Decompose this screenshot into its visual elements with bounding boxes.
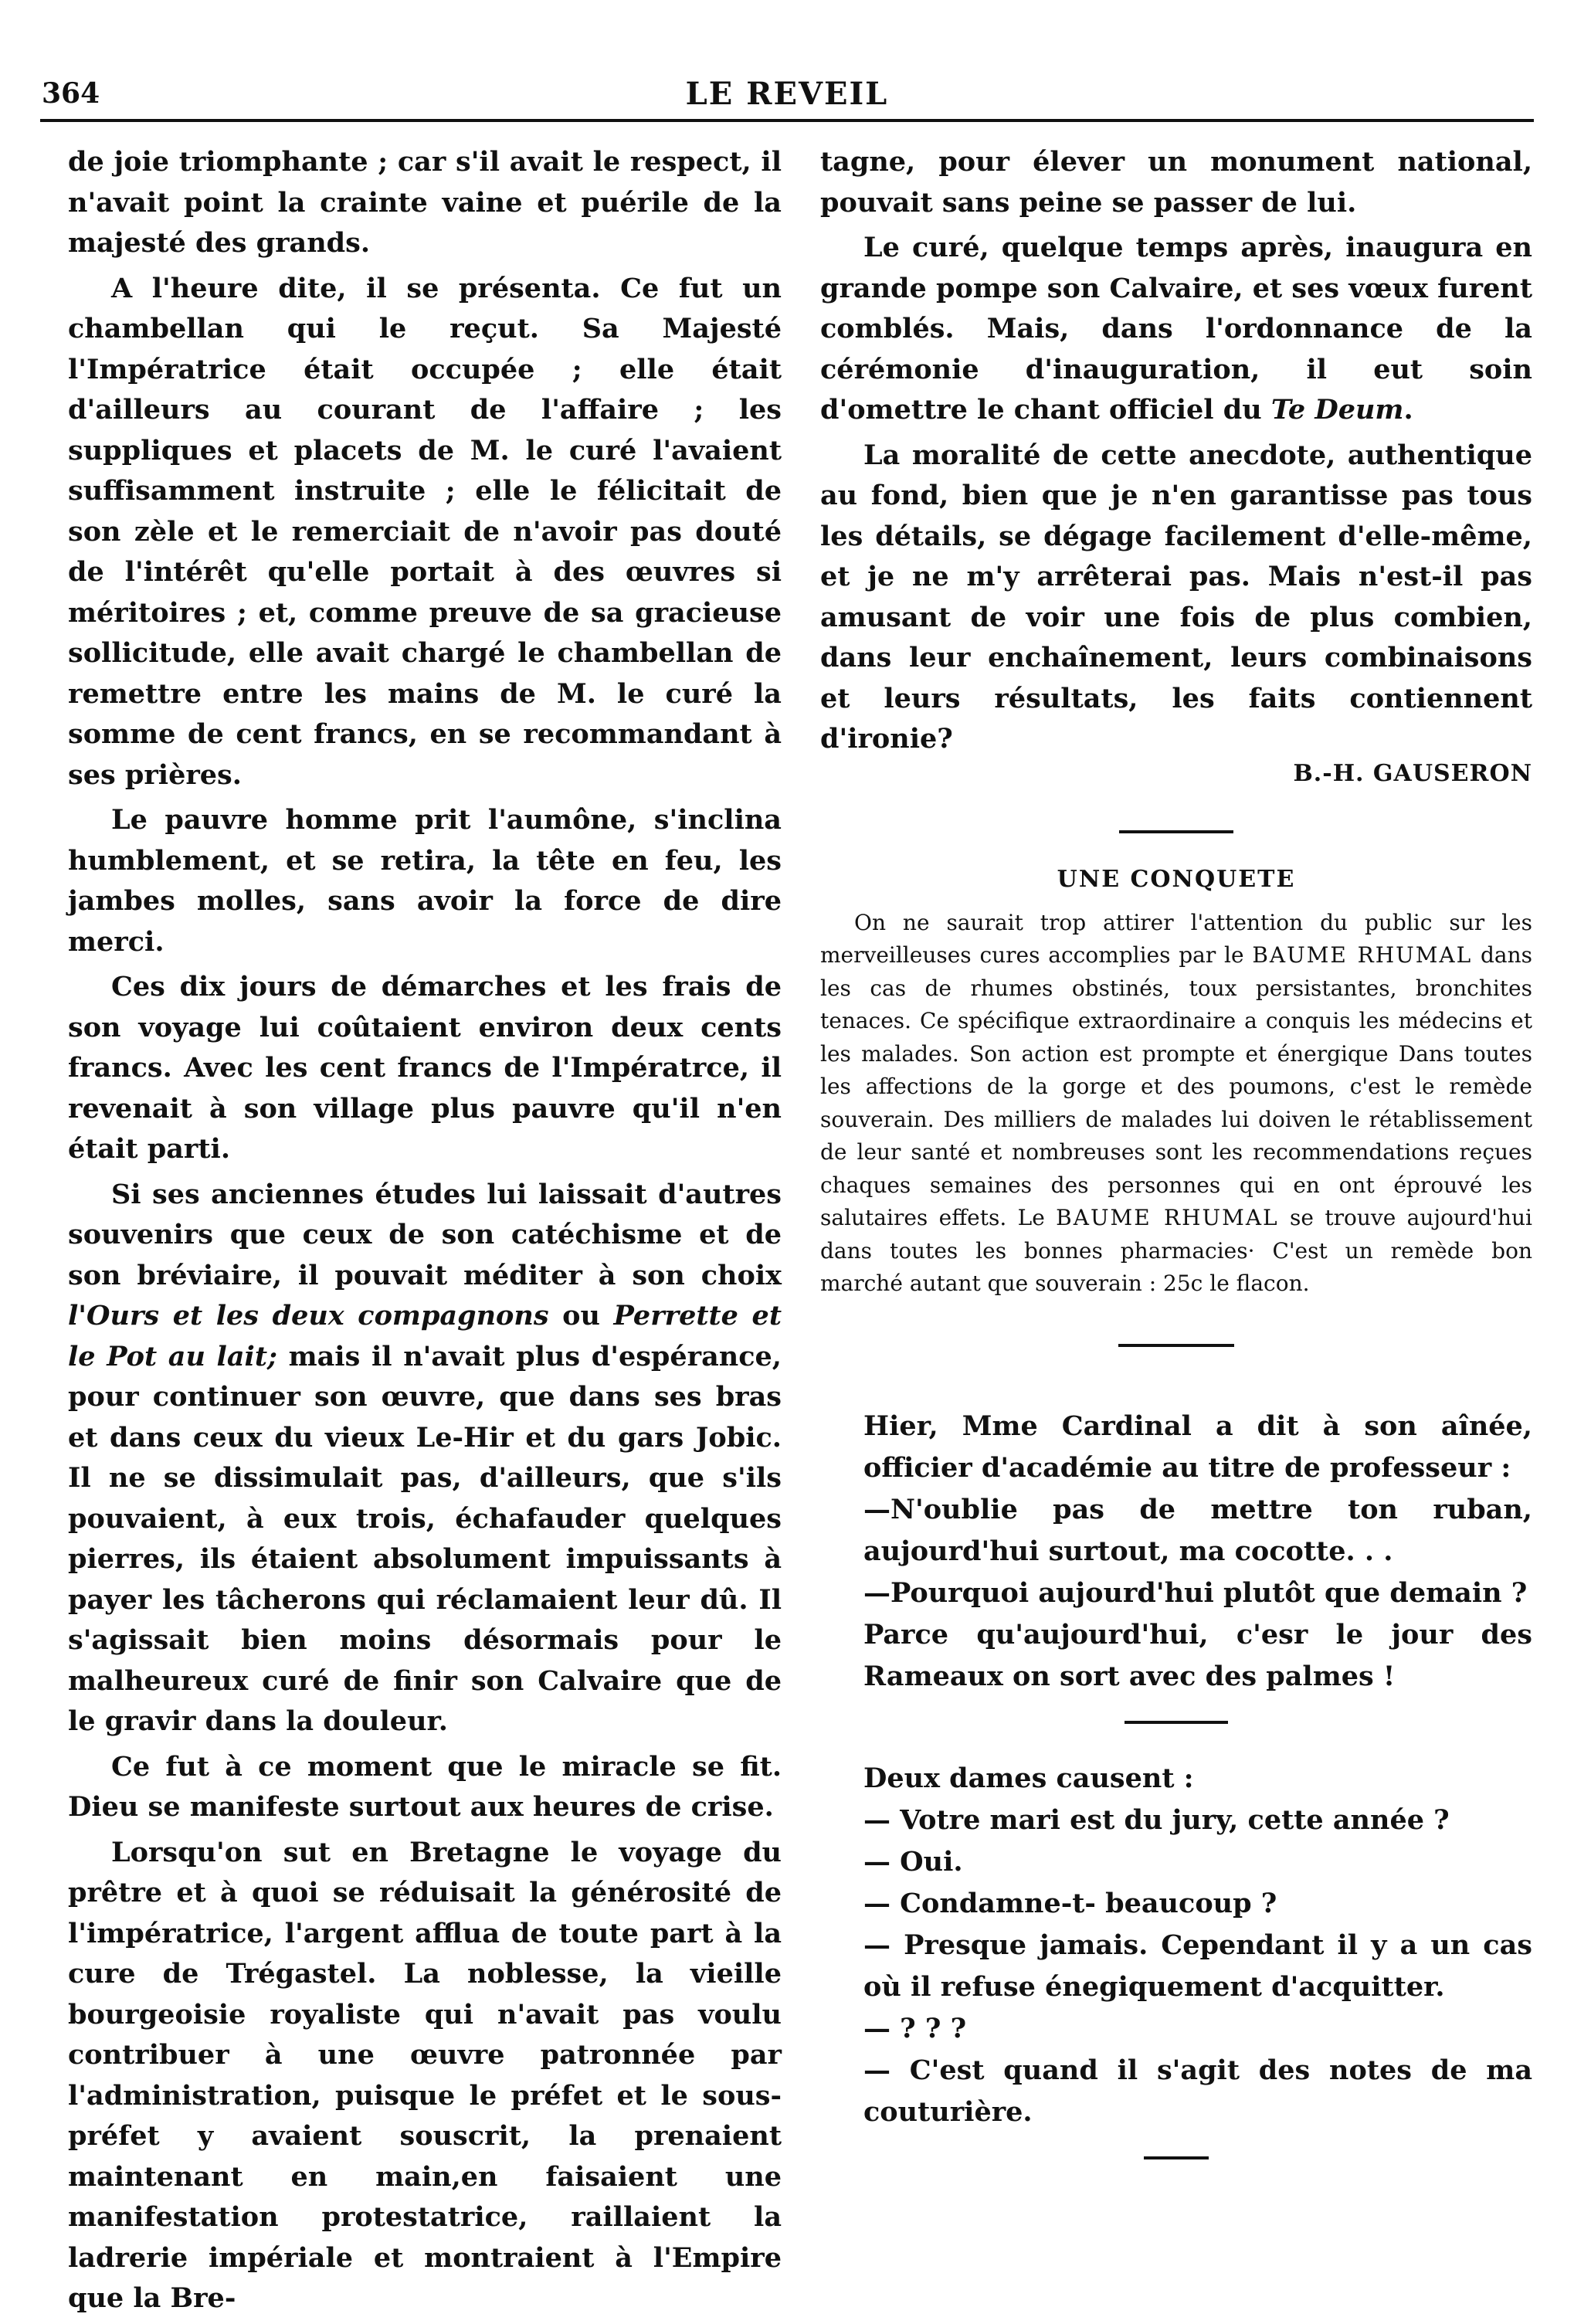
text-run: se trouve aujourd'hui dans toutes les bonnes pharmacies· C'est un remède bon marché autant que souverain : 25c le flacon. — [820, 1205, 1532, 1296]
dialogue-line: Deux dames causent : — [863, 1762, 1194, 1794]
paragraph: A l'heure dite, il se présenta. Ce fut un chambellan qui le reçut. Sa Majesté l'Impératrice était occupée ; elle était d'ailleurs au courant de l'affaire ; les suppliques et placets de M. le curé l'avaient suffisamment instruite ; elle le félicitait de son zèle et le remerciait de n'avoir pas douté de l'intérêt qu'elle portait à des œuvres si méritoires ; et, comme preuve de sa gracieuse sollicitude, elle avait chargé le chambellan de remettre entre les mains de M. le curé la somme de cent francs, en se recommandant à ses prières. — [68, 272, 782, 791]
dialogue-line: —N'oublie pas de mettre ton ruban, aujourd'hui surtout, ma cocotte. . . — [863, 1493, 1532, 1567]
text-run: Le curé, quelque temps après, inaugura en grande pompe son Calvaire, et ses vœux furent comblés. Mais, dans l'ordonnance de la cérémonie d'inauguration, il eut soin d'omettre le chant officiel du — [820, 232, 1532, 426]
dialogue-line: — C'est quand il s'agit des notes de ma couturière. — [863, 2054, 1532, 2128]
text-run: ou — [548, 1300, 614, 1332]
running-title: LE REVEIL — [685, 76, 889, 112]
dialogue-line: — Votre mari est du jury, cette année ? — [863, 1803, 1450, 1836]
italic-title: Perrette et le Pot au lait; — [68, 1300, 782, 1372]
text-run: mais il n'avait plus d'espérance, pour continuer son œuvre, que dans ses bras et dans ceux du vieux Le-Hir et du gars Jobic. Il ne se dissimulait pas, d'ailleurs, que s'ils pouvaient, à eux trois, échafauder quelques pierres, ils étaient absolument impuissants à payer les tâcherons qui réclamaient leur dû. Il s'agissait bien moins désormais pour le malheureux curé de finir son Calvaire que de le gravir dans la douleur. — [68, 1340, 782, 1737]
separator-rule — [1125, 1721, 1228, 1724]
dialogue-line: —Pourquoi aujourd'hui plutôt que demain ? — [863, 1576, 1528, 1609]
paragraph: Le pauvre homme prit l'aumône, s'inclina humblement, et se retira, la tête en feu, les jambes molles, sans avoir la force de dire merci. — [68, 804, 782, 958]
dialogue-line: — ? ? ? — [863, 2012, 967, 2044]
dialogue-line: Parce qu'aujourd'hui, c'esr le jour des Rameaux on sort avec des palmes ! — [863, 1618, 1532, 1692]
ad-text — [820, 907, 1532, 1301]
paragraph: Ces dix jours de démarches et les frais de son voyage lui coûtaient environ deux cents francs. Avec les cent francs de l'Impératrce, il revenait à son village plus pauvre qu'il n'en était parti. — [68, 971, 782, 1165]
dialogue-line: — Presque jamais. Cependant il y a un cas où il refuse énegiquement d'acquitter. — [863, 1929, 1532, 2003]
dialogue-line: — Oui. — [863, 1845, 963, 1878]
separator-rule — [1118, 1344, 1234, 1347]
text-run: On ne saurait trop attirer l'attention du public sur les merveilleuses cures accomplies par le — [820, 909, 1532, 968]
paragraph: La moralité de cette anecdote, authentique au fond, bien que je n'en garantisse pas tous les détails, se dégage facilement d'elle-même, et je ne m'y arrêterai pas. Mais n'est-il pas amusant de voir une fois de plus combien, dans leur enchaînement, leurs combinaisons et leurs résultats, les faits contiennent d'ironie? — [820, 439, 1532, 755]
product-name: BAUME RHUMAL — [1252, 942, 1473, 968]
paragraph: Lorsqu'on sut en Bretagne le voyage du prêtre et à quoi se réduisait la générosité de l'impératrice, l'argent afflua de toute part à la cure de Trégastel. La noblesse, la vieille bourgeoisie royaliste qui n'avait pas voulu contribuer à une œuvre patronnée par l'administration, puisque le préfet et le sous-préfet y avaient souscrit, la prenaient maintenant en main,en faisaient une manifestation protestatrice, raillaient la ladrerie impériale et montraient à l'Empire que la Bre- — [68, 1836, 782, 2314]
separator-rule — [1144, 2156, 1209, 2159]
paragraph — [820, 228, 1532, 431]
left-column — [68, 142, 782, 2324]
text-run: dans les cas de rhumes obstinés, toux persistantes, bronchites tenaces. Ce spécifique extraordinaire a conquis les médecins et les malades. Son action est prompte et énergique Dans toutes les affections de la gorge et des poumons, c'est le remède souverain. Des milliers de malades lui doiven le rétablissement de leur santé et nombreuses sont les recommendations reçues chaques semaines des personnes qui en ont éprouvé les salutaires effets. Le — [820, 942, 1532, 1230]
separator-rule — [1119, 830, 1233, 833]
page-number: 364 — [42, 77, 100, 110]
paragraph — [68, 1175, 782, 1742]
paragraph: Ce fut à ce moment que le miracle se fit. Dieu se manifeste surtout aux heures de crise. — [68, 1750, 782, 1823]
dialogue-line: — Condamne-t- beaucoup ? — [863, 1887, 1277, 1919]
text-run: Si ses anciennes études lui laissait d'autres souvenirs que ceux de son catéchisme et de son bréviaire, il pouvait méditer à son choix — [68, 1178, 782, 1291]
italic-title: l'Ours et les deux compagnons — [68, 1300, 549, 1332]
paragraph: tagne, pour élever un monument national, pouvait sans peine se passer de lui. — [820, 146, 1532, 219]
text-run: . — [1403, 394, 1413, 426]
product-name: BAUME RHUMAL — [1056, 1205, 1279, 1230]
dialogue-line: Hier, Mme Cardinal a dit à son aînée, officier d'académie au titre de professeur : — [863, 1410, 1532, 1484]
author-signature: B.-H. GAUSERON — [1293, 759, 1532, 787]
right-column — [820, 142, 1532, 2159]
ad-title: UNE CONQUETE — [1057, 865, 1296, 893]
anecdote-block — [820, 1406, 1532, 1698]
page-header — [40, 71, 1534, 122]
italic-title: Te Deum — [1270, 394, 1404, 426]
dialogue-block — [820, 1758, 1532, 2133]
paragraph: de joie triomphante ; car s'il avait le respect, il n'avait point la crainte vaine et puérile de la majesté des grands. — [68, 146, 782, 259]
